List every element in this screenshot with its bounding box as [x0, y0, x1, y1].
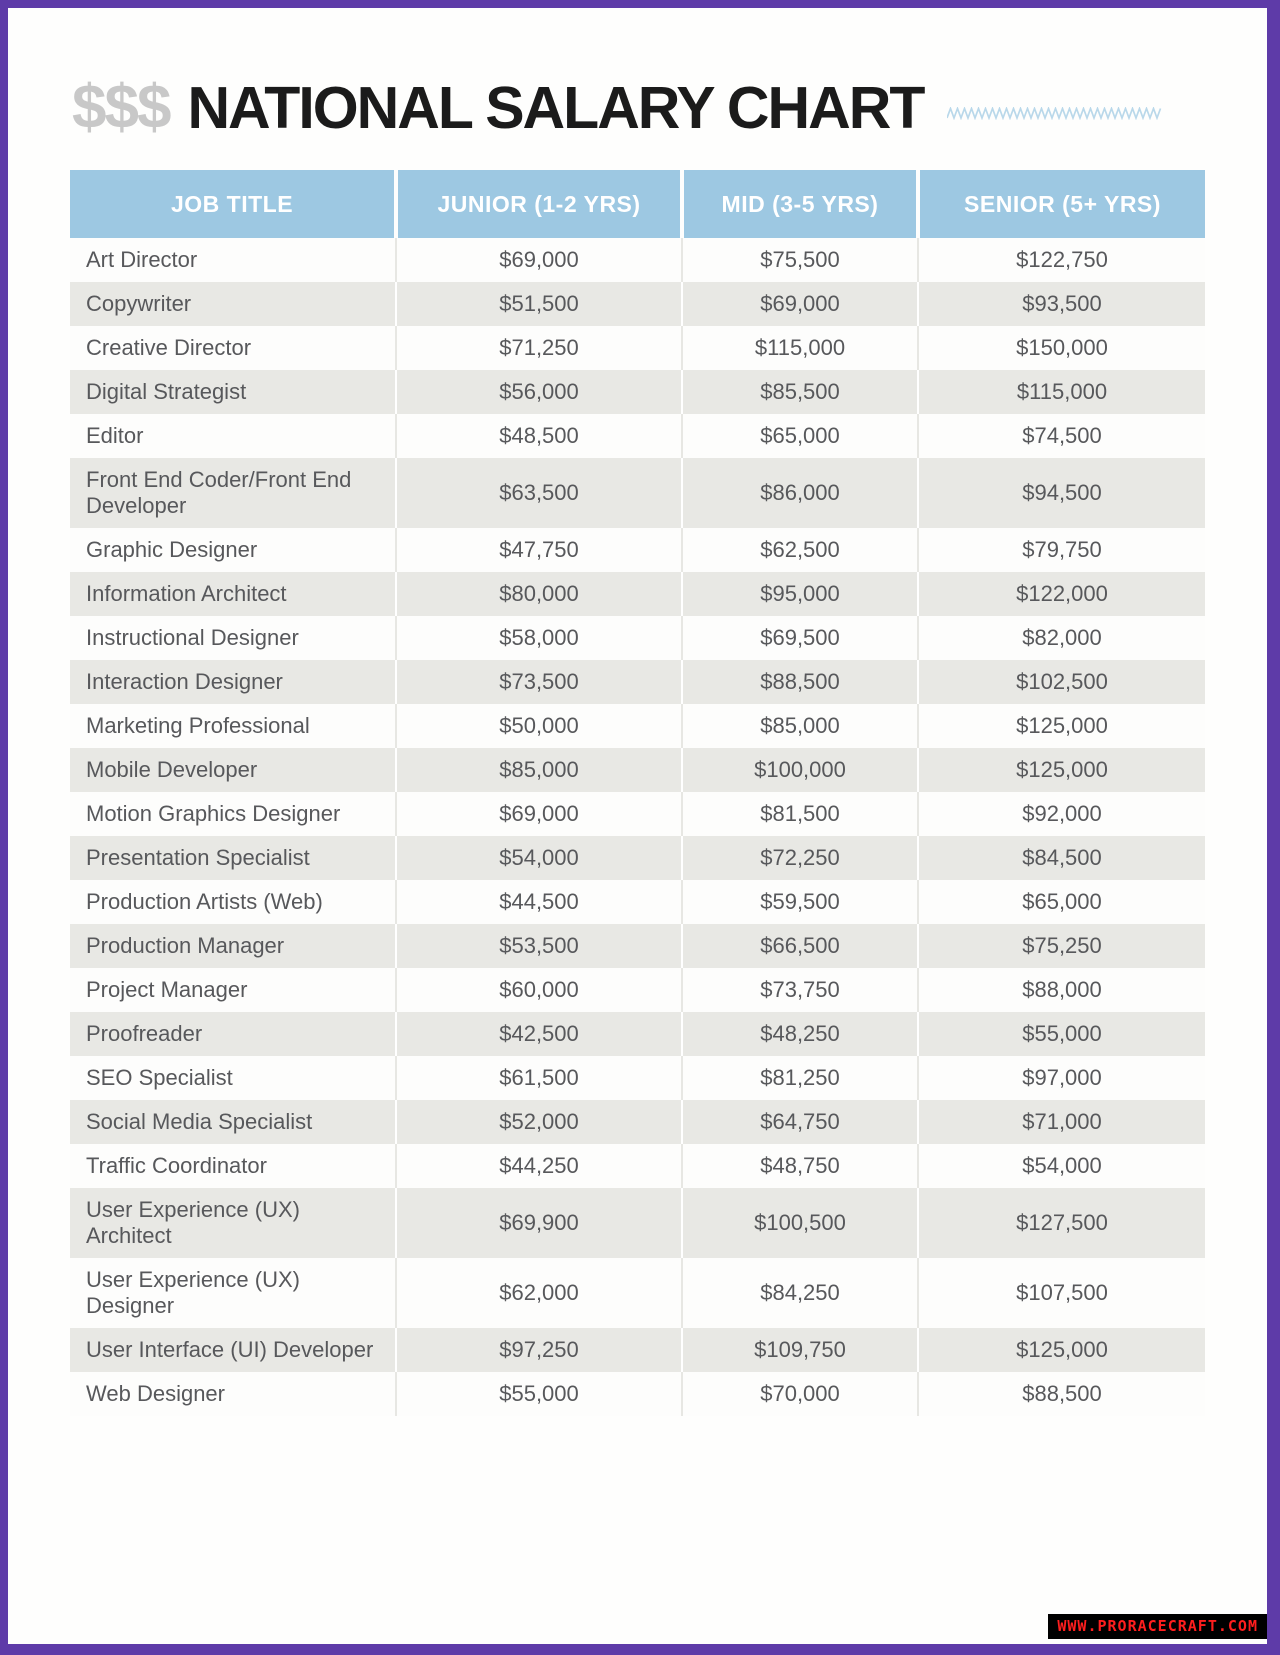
job-title-cell: Graphic Designer: [86, 537, 258, 562]
senior-salary-cell: $92,000: [918, 792, 1205, 836]
senior-salary-cell: $122,750: [918, 238, 1205, 282]
junior-salary-cell: $42,500: [396, 1012, 682, 1056]
dollar-signs-icon: $$$: [72, 73, 170, 142]
junior-salary-cell: $56,000: [396, 370, 682, 414]
senior-salary-cell: $65,000: [918, 880, 1205, 924]
mid-salary-cell: $81,500: [682, 792, 918, 836]
senior-salary-cell: $54,000: [918, 1144, 1205, 1188]
mid-salary-cell: $81,250: [682, 1056, 918, 1100]
mid-salary-cell: $115,000: [682, 326, 918, 370]
table-row: [70, 660, 1205, 704]
table-row: [70, 1188, 1205, 1258]
table-header-row: [70, 170, 1205, 238]
junior-salary-cell: $55,000: [396, 1372, 682, 1416]
junior-salary-cell: $58,000: [396, 616, 682, 660]
junior-salary-cell: $69,000: [396, 238, 682, 282]
table-row: [70, 1372, 1205, 1416]
table-row: [70, 1258, 1205, 1328]
mid-salary-cell: $85,500: [682, 370, 918, 414]
zigzag-line: [947, 108, 1161, 118]
table-row: [70, 1144, 1205, 1188]
job-title-cell: Marketing Professional: [86, 713, 310, 738]
mid-salary-cell: $86,000: [682, 458, 918, 528]
mid-salary-cell: $69,500: [682, 616, 918, 660]
job-title-cell: Traffic Coordinator: [86, 1153, 267, 1178]
senior-salary-cell: $75,250: [918, 924, 1205, 968]
table-row: [70, 880, 1205, 924]
senior-salary-cell: $82,000: [918, 616, 1205, 660]
table-row: [70, 1056, 1205, 1100]
table-row: [70, 1328, 1205, 1372]
junior-salary-cell: $44,500: [396, 880, 682, 924]
page-header: [72, 70, 1267, 146]
salary-table: [70, 170, 1205, 1416]
table-row: [70, 572, 1205, 616]
mid-salary-cell: $88,500: [682, 660, 918, 704]
mid-salary-cell: $59,500: [682, 880, 918, 924]
column-header-job-title: JOB TITLE: [70, 170, 396, 238]
job-title-cell: User Interface (UI) Developer: [86, 1337, 374, 1362]
senior-salary-cell: $107,500: [918, 1258, 1205, 1328]
senior-salary-cell: $122,000: [918, 572, 1205, 616]
table-row: [70, 704, 1205, 748]
senior-salary-cell: $102,500: [918, 660, 1205, 704]
junior-salary-cell: $80,000: [396, 572, 682, 616]
senior-salary-cell: $79,750: [918, 528, 1205, 572]
job-title-cell: Copywriter: [86, 291, 192, 316]
junior-salary-cell: $97,250: [396, 1328, 682, 1372]
table-row: [70, 370, 1205, 414]
junior-salary-cell: $47,750: [396, 528, 682, 572]
mid-salary-cell: $66,500: [682, 924, 918, 968]
job-title-cell: Digital Strategist: [86, 379, 247, 404]
mid-salary-cell: $72,250: [682, 836, 918, 880]
job-title-cell: Instructional Designer: [86, 625, 299, 650]
job-title-cell: Web Designer: [86, 1381, 225, 1406]
table-row: [70, 528, 1205, 572]
senior-salary-cell: $55,000: [918, 1012, 1205, 1056]
mid-salary-cell: $100,500: [682, 1188, 918, 1258]
mid-salary-cell: $48,750: [682, 1144, 918, 1188]
zigzag-decoration: [947, 107, 1163, 120]
job-title-cell: Social Media Specialist: [86, 1109, 313, 1134]
table-row: [70, 414, 1205, 458]
table-row: [70, 616, 1205, 660]
senior-salary-cell: $71,000: [918, 1100, 1205, 1144]
junior-salary-cell: $85,000: [396, 748, 682, 792]
column-header-mid: MID (3-5 YRS): [682, 170, 918, 238]
junior-salary-cell: $48,500: [396, 414, 682, 458]
mid-salary-cell: $70,000: [682, 1372, 918, 1416]
job-title-cell: SEO Specialist: [86, 1065, 233, 1090]
senior-salary-cell: $88,000: [918, 968, 1205, 1012]
watermark: WWW.PRORACECRAFT.COM: [1048, 1614, 1267, 1639]
job-title-cell: Motion Graphics Designer: [86, 801, 341, 826]
mid-salary-cell: $100,000: [682, 748, 918, 792]
mid-salary-cell: $48,250: [682, 1012, 918, 1056]
job-title-cell: Creative Director: [86, 335, 252, 360]
junior-salary-cell: $52,000: [396, 1100, 682, 1144]
job-title-cell: Mobile Developer: [86, 757, 258, 782]
junior-salary-cell: $69,900: [396, 1188, 682, 1258]
column-header-senior: SENIOR (5+ YRS): [918, 170, 1205, 238]
mid-salary-cell: $109,750: [682, 1328, 918, 1372]
mid-salary-cell: $75,500: [682, 238, 918, 282]
senior-salary-cell: $74,500: [918, 414, 1205, 458]
senior-salary-cell: $97,000: [918, 1056, 1205, 1100]
table-row: [70, 748, 1205, 792]
senior-salary-cell: $88,500: [918, 1372, 1205, 1416]
junior-salary-cell: $69,000: [396, 792, 682, 836]
table-row: [70, 1012, 1205, 1056]
table-row: [70, 924, 1205, 968]
junior-salary-cell: $73,500: [396, 660, 682, 704]
junior-salary-cell: $63,500: [396, 458, 682, 528]
junior-salary-cell: $50,000: [396, 704, 682, 748]
job-title-cell: User Experience (UX) Architect: [86, 1197, 300, 1248]
junior-salary-cell: $53,500: [396, 924, 682, 968]
senior-salary-cell: $125,000: [918, 704, 1205, 748]
mid-salary-cell: $64,750: [682, 1100, 918, 1144]
job-title-cell: Interaction Designer: [86, 669, 283, 694]
mid-salary-cell: $65,000: [682, 414, 918, 458]
junior-salary-cell: $54,000: [396, 836, 682, 880]
table-row: [70, 836, 1205, 880]
job-title-cell: Production Manager: [86, 933, 285, 958]
job-title-cell: Information Architect: [86, 581, 287, 606]
table-row: [70, 282, 1205, 326]
senior-salary-cell: $125,000: [918, 1328, 1205, 1372]
page-title: NATIONAL SALARY CHART: [187, 74, 924, 141]
junior-salary-cell: $61,500: [396, 1056, 682, 1100]
job-title-cell: Project Manager: [86, 977, 248, 1002]
table-row: [70, 968, 1205, 1012]
mid-salary-cell: $73,750: [682, 968, 918, 1012]
table-row: [70, 1100, 1205, 1144]
mid-salary-cell: $62,500: [682, 528, 918, 572]
mid-salary-cell: $85,000: [682, 704, 918, 748]
job-title-cell: Production Artists (Web): [86, 889, 323, 914]
junior-salary-cell: $60,000: [396, 968, 682, 1012]
table-row: [70, 458, 1205, 528]
senior-salary-cell: $150,000: [918, 326, 1205, 370]
junior-salary-cell: $62,000: [396, 1258, 682, 1328]
junior-salary-cell: $51,500: [396, 282, 682, 326]
job-title-cell: Proofreader: [86, 1021, 203, 1046]
table-row: [70, 792, 1205, 836]
senior-salary-cell: $127,500: [918, 1188, 1205, 1258]
senior-salary-cell: $115,000: [918, 370, 1205, 414]
senior-salary-cell: $84,500: [918, 836, 1205, 880]
junior-salary-cell: $44,250: [396, 1144, 682, 1188]
junior-salary-cell: $71,250: [396, 326, 682, 370]
job-title-cell: User Experience (UX) Designer: [86, 1267, 300, 1318]
senior-salary-cell: $125,000: [918, 748, 1205, 792]
job-title-cell: Presentation Specialist: [86, 845, 310, 870]
senior-salary-cell: $93,500: [918, 282, 1205, 326]
mid-salary-cell: $69,000: [682, 282, 918, 326]
table-row: [70, 238, 1205, 282]
mid-salary-cell: $95,000: [682, 572, 918, 616]
column-header-junior: JUNIOR (1-2 YRS): [396, 170, 682, 238]
table-row: [70, 326, 1205, 370]
job-title-cell: Front End Coder/Front End Developer: [86, 467, 352, 518]
job-title-cell: Art Director: [86, 247, 198, 272]
job-title-cell: Editor: [86, 423, 144, 448]
mid-salary-cell: $84,250: [682, 1258, 918, 1328]
senior-salary-cell: $94,500: [918, 458, 1205, 528]
table-body: [70, 238, 1205, 1416]
